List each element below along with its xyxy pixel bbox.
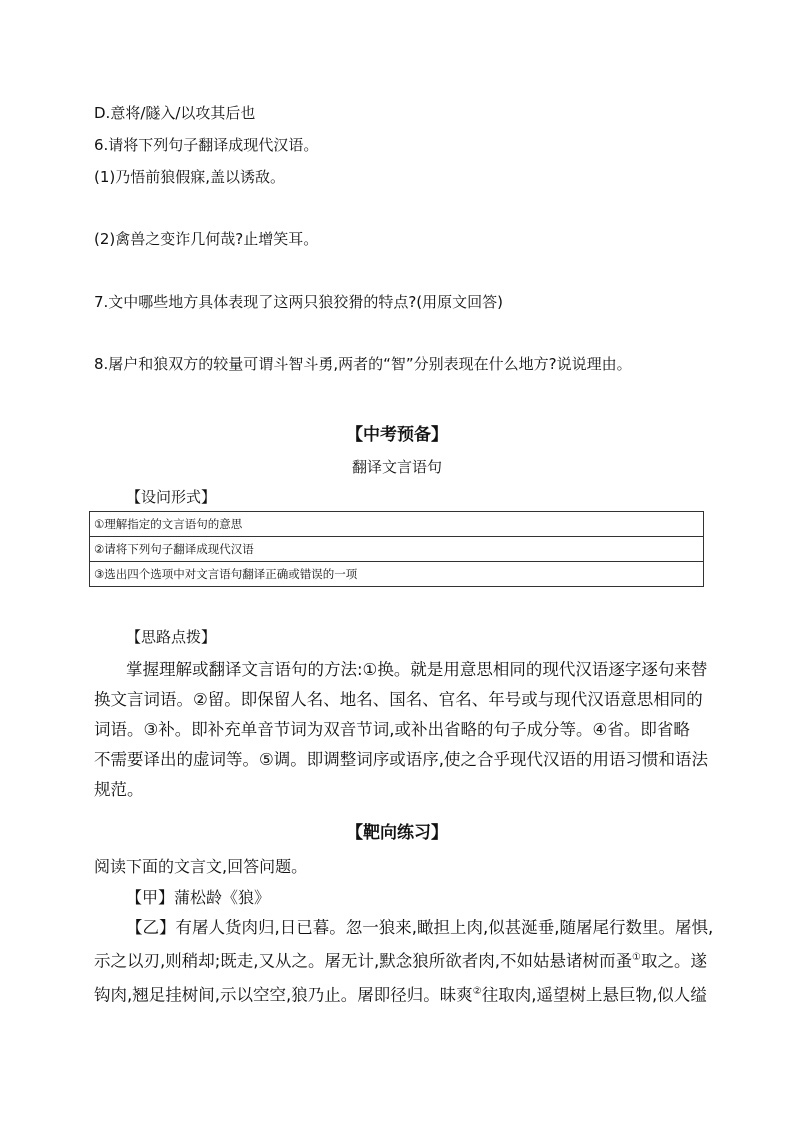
tips-line: 掌握理解或翻译文言语句的方法:①换。就是用意思相同的现代汉语逐字逐句来替: [126, 660, 708, 679]
tips-line: 换文言词语。②留。即保留人名、地名、国名、官名、年号或与现代汉语意思相同的: [94, 690, 703, 709]
question-7: 7.文中哪些地方具体表现了这两只狼狡猾的特点?(用原文回答): [94, 293, 503, 311]
question-8: 8.屠户和狼双方的较量可谓斗智斗勇,两者的“智”分别表现在什么地方?说说理由。: [94, 355, 632, 373]
form-item-3: ③选出四个选项中对文言语句翻译正确或错误的一项: [90, 562, 704, 587]
tips-paragraph: [94, 655, 709, 805]
prep-subtitle: 翻译文言语句: [351, 458, 442, 476]
question-6: 6.请将下列句子翻译成现代汉语。: [94, 136, 319, 154]
practice-intro: 阅读下面的文言文,回答问题。: [94, 857, 308, 876]
question-6-2: (2)禽兽之变诈几何哉?止增笑耳。: [94, 230, 319, 248]
option-d: D.意将/隧入/以攻其后也: [94, 104, 256, 122]
passage-line: 【乙】有屠人货肉归,日已暮。忽一狼来,瞰担上肉,似甚涎垂,随屠尾行数里。屠惧,: [126, 918, 714, 937]
tips-line: 规范。: [94, 780, 144, 799]
passage-jia: 【甲】蒲松龄《狼》: [126, 888, 271, 907]
passage-line: 钩肉,翘足挂树间,示以空空,狼乃止。屠即径归。昧爽②往取肉,遥望树上悬巨物,似人缢: [94, 985, 707, 1004]
form-item-1: ①理解指定的文言语句的意思: [90, 512, 704, 537]
question-6-1: (1)乃悟前狼假寐,盖以诱敌。: [94, 168, 286, 186]
form-item-2: ②请将下列句子翻译成现代汉语: [90, 537, 704, 562]
table-row: [90, 562, 704, 587]
tips-label: 【思路点拨】: [126, 628, 217, 646]
passage-yi: [94, 913, 714, 1010]
question-form-table: [89, 511, 704, 587]
passage-line: 示之以刃,则稍却;既走,又从之。屠无计,默念狼所欲者肉,不如姑悬诸树而蚤①取之。遂: [94, 951, 708, 971]
table-row: [90, 537, 704, 562]
tips-line: 不需要译出的虚词等。⑤调。即调整词序或语序,使之合乎现代汉语的用语习惯和语法: [94, 750, 709, 769]
tips-line: 词语。③补。即补充单音节词为双音节词,或补出省略的句子成分等。④省。即省略: [94, 720, 690, 739]
footnote-marker: ②: [472, 985, 482, 997]
form-label: 【设问形式】: [126, 488, 217, 506]
table-row: [90, 512, 704, 537]
practice-heading: 【靶向练习】: [346, 823, 448, 843]
footnote-marker: ①: [632, 952, 642, 963]
prep-heading: 【中考预备】: [346, 425, 448, 445]
